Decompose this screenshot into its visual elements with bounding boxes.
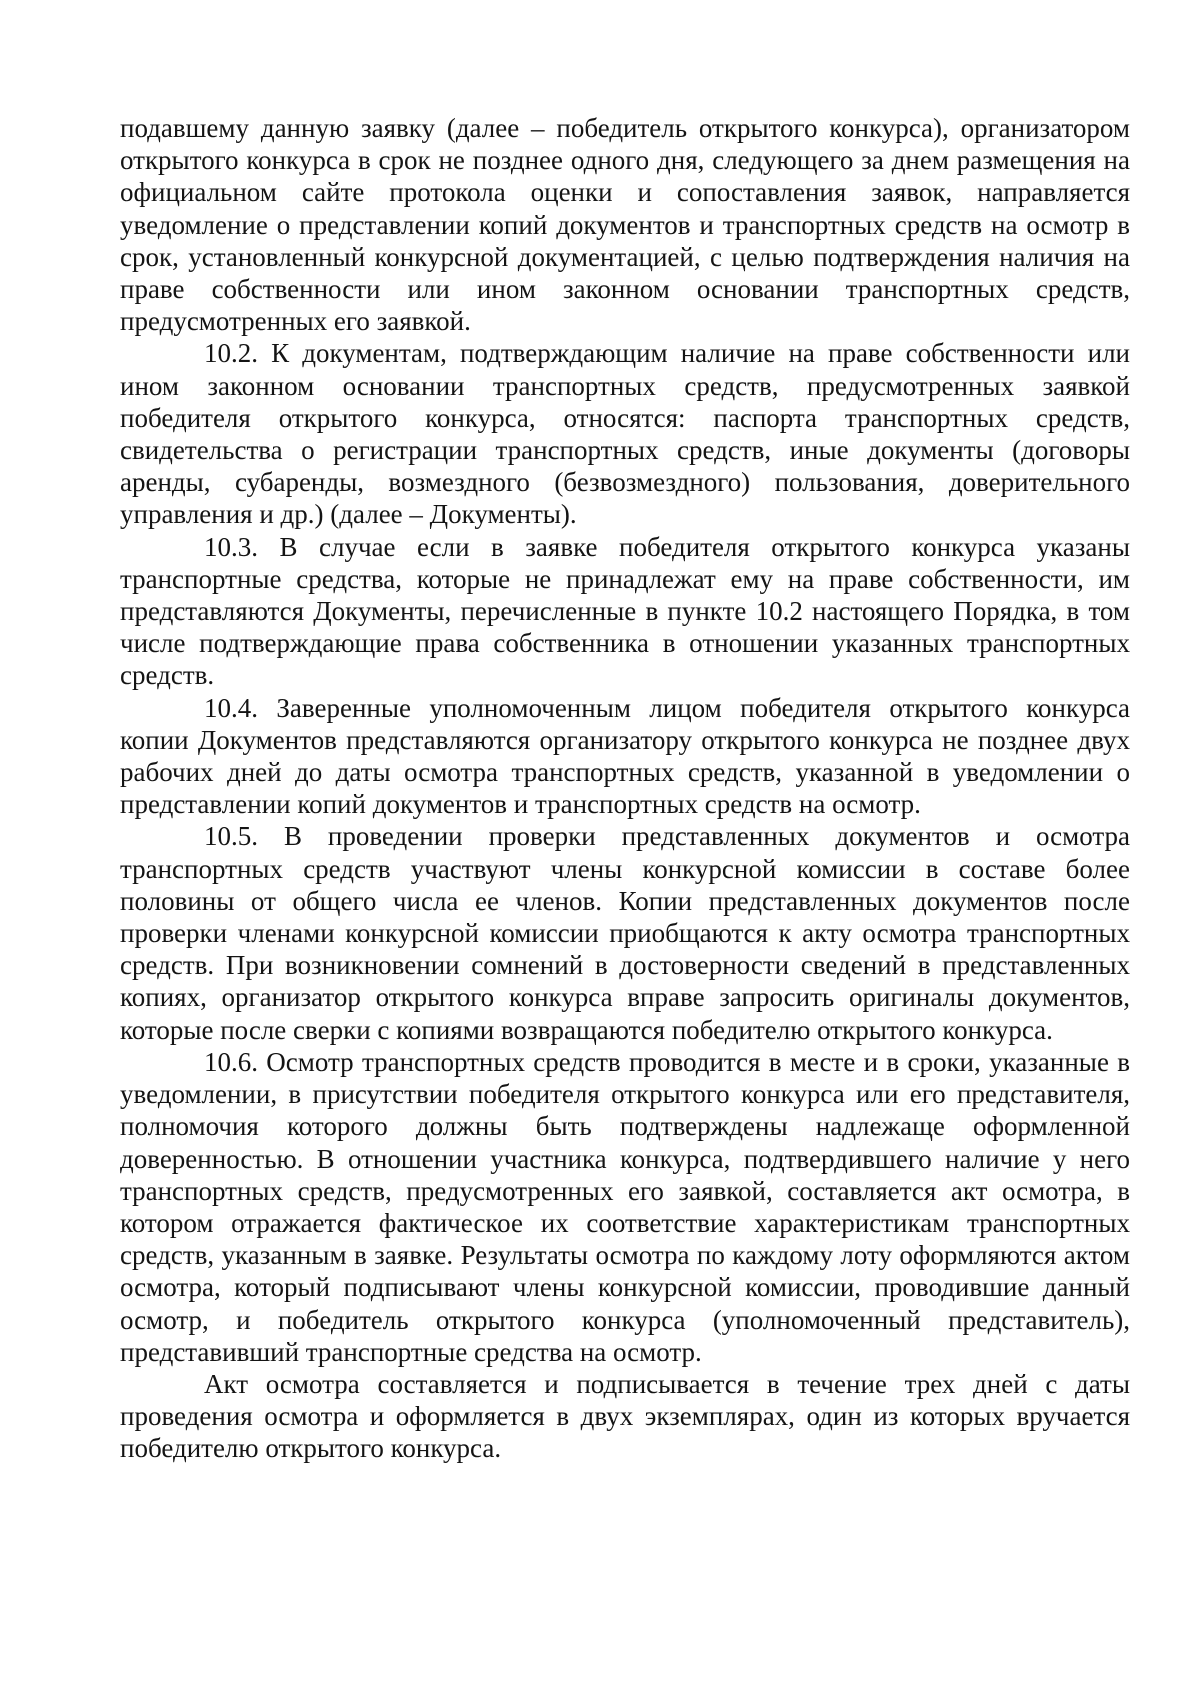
paragraph-continuation: подавшему данную заявку (далее – победитель открытого конкурса), организатором открытого конкурса в срок не позднее одного дня, следующего за днем размещения на официальном сайте протокола оценки и сопоставления заявок, направляется уведомление о представлении копий документов и транспортных средств на осмотр в срок, установленный конкурсной документацией, с целью подтверждения наличия на праве собственности или ином законном основании транспортных средств, предусмотренных его заявкой. [120, 113, 1130, 337]
paragraph-inspection-act: Акт осмотра составляется и подписывается в течение трех дней с даты проведения осмотра и оформляется в двух экземплярах, один из которых вручается победителю открытого конкурса. [120, 1368, 1130, 1464]
paragraph-10-6: 10.6. Осмотр транспортных средств проводится в месте и в сроки, указанные в уведомлении, в присутствии победителя открытого конкурса или его представителя, полномочия которого должны быть подтверждены надлежаще оформленной доверенностью. В отношении участника конкурса, подтвердившего наличие у него транспортных средств, предусмотренных его заявкой, составляется акт осмотра, в котором отражается фактическое их соответствие характеристикам транспортных средств, указанным в заявке. Результаты осмотра по каждому лоту оформляются актом осмотра, который подписывают члены конкурсной комиссии, проводившие данный осмотр, и победитель открытого конкурса (уполномоченный представитель), представивший транспортные средства на осмотр. [120, 1046, 1130, 1367]
document-body [120, 112, 1130, 1465]
paragraph-10-4: 10.4. Заверенные уполномоченным лицом победителя открытого конкурса копии Документов представляются организатору открытого конкурса не позднее двух рабочих дней до даты осмотра транспортных средств, указанной в уведомлении о представлении копий документов и транспортных средств на осмотр. [120, 692, 1130, 820]
paragraph-10-2: 10.2. К документам, подтверждающим наличие на праве собственности или ином законном основании транспортных средств, предусмотренных заявкой победителя открытого конкурса, относятся: паспорта транспортных средств, свидетельства о регистрации транспортных средств, иные документы (договоры аренды, субаренды, возмездного (безвозмездного) пользования, доверительного управления и др.) (далее – Документы). [120, 338, 1130, 530]
paragraph-10-5: 10.5. В проведении проверки представленных документов и осмотра транспортных средств участвуют члены конкурсной комиссии в составе более половины от общего числа ее членов. Копии представленных документов после проверки членами конкурсной комиссии приобщаются к акту осмотра транспортных средств. При возникновении сомнений в достоверности сведений в представленных копиях, организатор открытого конкурса вправе запросить оригиналы документов, которые после сверки с копиями возвращаются победителю открытого конкурса. [120, 821, 1130, 1045]
paragraph-10-3: 10.3. В случае если в заявке победителя открытого конкурса указаны транспортные средства, которые не принадлежат ему на праве собственности, им представляются Документы, перечисленные в пункте 10.2 настоящего Порядка, в том числе подтверждающие права собственника в отношении указанных транспортных средств. [120, 531, 1130, 691]
